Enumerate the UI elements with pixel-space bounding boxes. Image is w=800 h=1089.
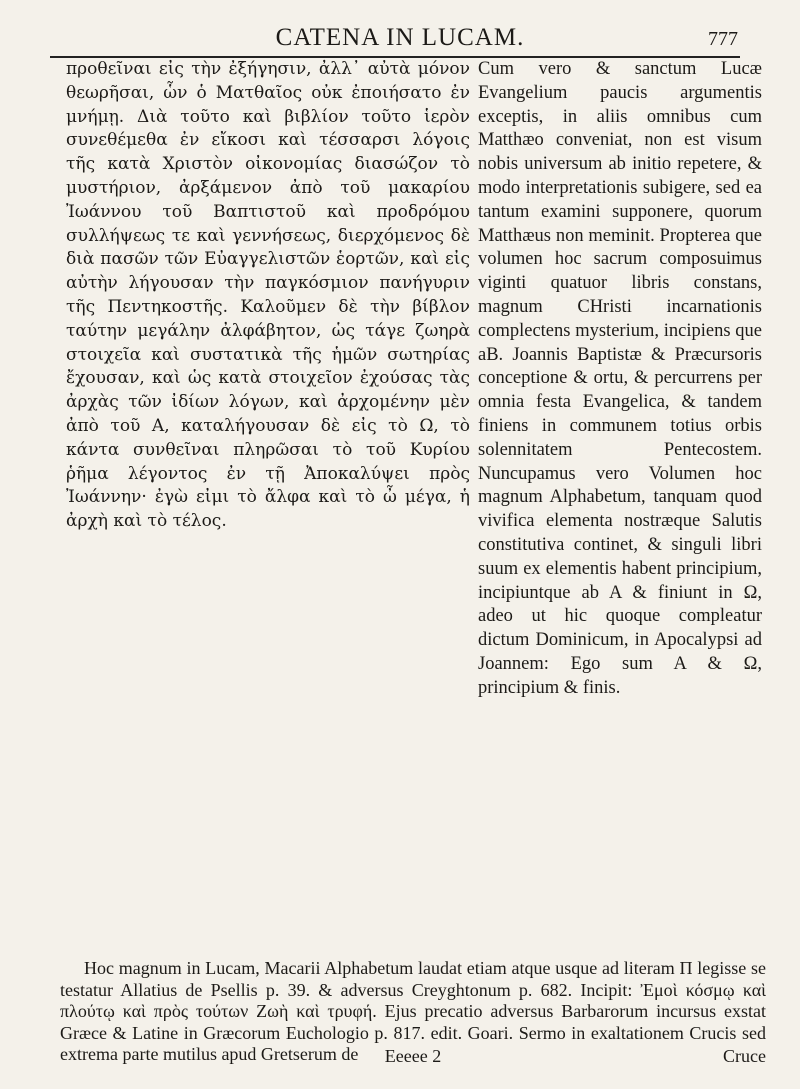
page-number: 777	[708, 28, 738, 50]
greek-column	[66, 58, 470, 534]
latin-column	[478, 58, 762, 701]
signature-mark: Eeeee 2	[384, 1046, 442, 1066]
page-header	[60, 22, 740, 56]
catchword: Cruce	[723, 1046, 766, 1066]
latin-paragraph: Cum vero & sanctum Lucæ Evangelium paucis argumentis exceptis, in aliis omnibus cum Matthæo conveniat, non est visum nobis universum ab initio repetere, & modo interpretationis subigere, sed ea tantum examini supponere, quorum Matthæus non meminit. Propterea que volumen hoc sacrum composuimus viginti quatuor libris constans, magnum CHristi incarnationis complectens mysterium, incipiens que aB. Joannis Baptistæ & Præcursoris conceptione & ortu, & percurrens per omnia festa Evangelica, & tandem finiens in communem totius orbis solennitatem Pentecostem. Nuncupamus vero Volumen hoc magnum Alphabetum, tanquam quod vivifica elementa nostræque Salutis constitutiva continet, & singuli libri suum ex elementis habent principium, incipiuntque ab A & finiunt in Ω, adeo ut hic quoque compleatur dictum Dominicum, in Apocalypsi ad Joannem: Ego sum A & Ω, principium & finis.	[478, 59, 762, 698]
page-footer	[60, 1046, 766, 1070]
note-paragraph: Hoc magnum in Lucam, Macarii Alphabetum laudat etiam atque usque ad literam Π legisse se testatur Allatius de Psellis p. 39. & adversus Creyghtonum p. 682. Incipit: Ἐμοὶ κόσμῳ καὶ πλούτῳ καὶ πρὸς τούτων Ζωὴ καὶ τρυφή. Ejus precatio adversus Barbarorum incursus exstat Græce & Latine in Græcorum Euchologio p. 817. edit. Goari. Sermo in exaltationem Crucis sed extrema parte mutilus apud Gretserum de	[60, 958, 766, 1064]
running-head: CATENA IN LUCAM.	[275, 24, 525, 51]
greek-paragraph: προθεῖναι εἰς τὴν ἐξήγησιν, ἀλλ᾽ αὐτὰ μόνον θεωρῆσαι, ὧν ὁ Ματθαῖος οὐκ ἐποιήσατο ἐν μνήμῃ. Διὰ τοῦτο καὶ βιβλίον τοῦτο ἱερὸν συνεθέμεθα ἐν εἴκοσι καὶ τέσσαρσι λόγοις τῆς κατὰ Χριστὸν οἰκονομίας διασώζον τὸ μυστήριον, ἀρξάμενον ἀπὸ τοῦ μακαρίου Ἰωάννου τοῦ Βαπτιστοῦ καὶ προδρόμου συλλήψεως τε καὶ γεννήσεως, διερχόμενος δὲ διὰ πασῶν τῶν Εὐαγγελιστῶν ἑορτῶν, καὶ εἰς αὐτὴν λήγουσαν τὴν παγκόσμιον πανήγυριν τῆς Πεντηκοστῆς. Καλοῦμεν δὲ τὴν βίβλον ταύτην μεγάλην ἀλφάβητον, ὡς τάγε ζωηρὰ στοιχεῖα καὶ συστατικὰ τῆς ἡμῶν σωτηρίας ἔχουσαν, καὶ ὡς κατὰ στοιχεῖον ἐχούσας τὰς ἀρχὰς τῶν ἰδίων λόγων, καὶ ἀρχομένην μὲν ἀπὸ τοῦ Α, καταλήγουσαν δὲ εἰς τὸ Ω, τὸ κάντα συνθεῖναι πληρῶσαι τὸ τοῦ Κυρίου ῥῆμα λέγοντος ἐν τῇ Ἀποκαλύψει πρὸς Ἰωάννην· ἐγὼ εἰμι τὸ ἄλφα καὶ τὸ ὦ μέγα, ἡ ἀρχὴ καὶ τὸ τέλος.	[66, 59, 470, 532]
